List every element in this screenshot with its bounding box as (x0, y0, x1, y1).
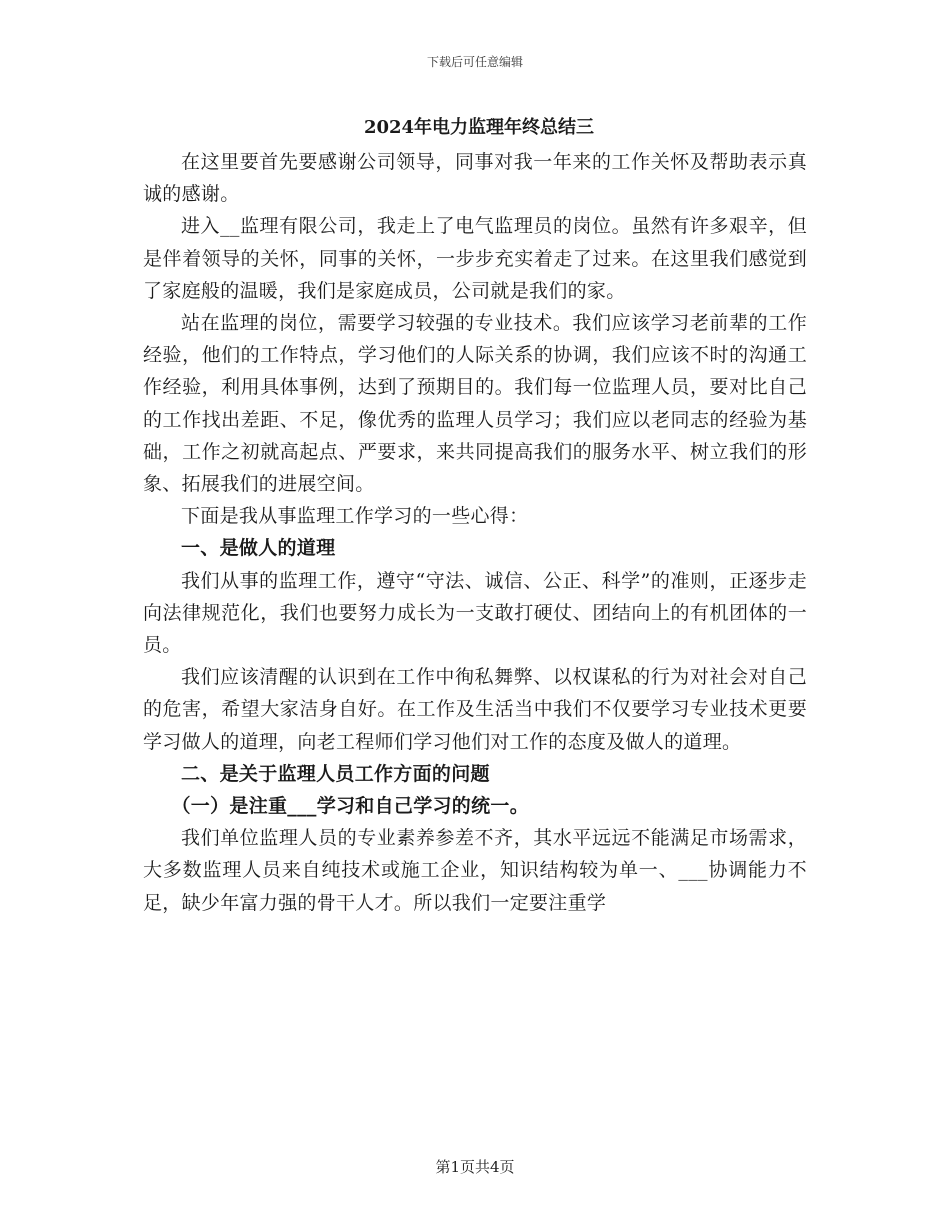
section-heading: 一、是做人的道理 (181, 537, 336, 560)
paragraph: 下面是我从事监理工作学习的一些心得： (181, 505, 529, 528)
paragraph: 我们应该清醒的认识到在工作中徇私舞弊、以权谋私的行为对社会对自己的危害，希望大家洁身自好。在工作及生活当中我们不仅要学习专业技术更要学习做人的道理，向老工程师们学习他们对工作的态度及做人的道理。 (143, 666, 807, 753)
paragraph: 进入__监理有限公司，我走上了电气监理员的岗位。虽然有许多艰辛，但是伴着领导的关怀，同事的关怀，一步步充实着走了过来。在这里我们感觉到了家庭般的温暖，我们是家庭成员，公司就是我们的家。 (143, 215, 807, 302)
paragraph: 在这里要首先要感谢公司领导，同事对我一年来的工作关怀及帮助表示真诚的感谢。 (143, 151, 807, 206)
header-note: 下载后可任意编辑 (426, 55, 523, 69)
paragraph: 我们从事的监理工作，遵守“守法、诚信、公正、科学”的准则，正逐步走向法律规范化，我们也要努力成长为一支敢打硬仗、团结向上的有机团体的一员。 (143, 569, 807, 657)
document-body (143, 112, 807, 919)
paragraph: 站在监理的岗位，需要学习较强的专业技术。我们应该学习老前辈的工作经验，他们的工作特点，学习他们的人际关系的协调，我们应该不时的沟通工作经验，利用具体事例，达到了预期目的。我们每一位监理人员，要对比自己的工作找出差距、不足，像优秀的监理人员学习；我们应以老同志的经验为基础，工作之初就高起点、严要求，来共同提高我们的服务水平、树立我们的形象、拓展我们的进展空间。 (143, 312, 807, 496)
document-title: 2024年电力监理年终总结三 (363, 117, 595, 138)
paragraph: 我们单位监理人员的专业素养参差不齐，其水平远远不能满足市场需求，大多数监理人员来自纯技术或施工企业，知识结构较为单一、___协调能力不足，缺少年富力强的骨干人才。所以我们一定要注重学 (143, 827, 807, 914)
subsection-heading: （一）是注重___学习和自己学习的统一。 (171, 795, 530, 818)
section-heading: 二、是关于监理人员工作方面的问题 (181, 762, 490, 785)
page-number: 第1页共4页 (435, 1158, 515, 1176)
